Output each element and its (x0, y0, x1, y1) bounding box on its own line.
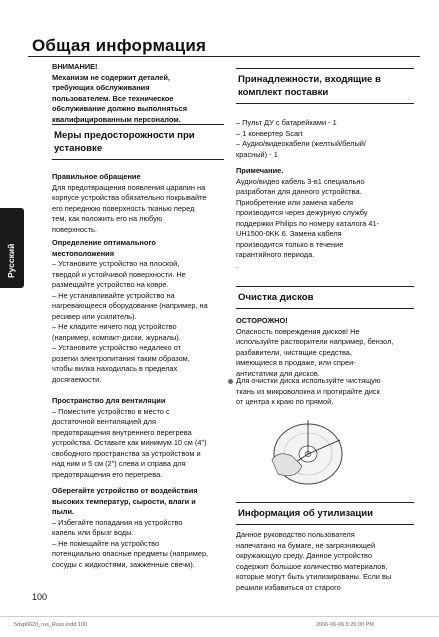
footer-timestamp: 2006-06-06 5:26:00 PM (316, 622, 374, 628)
note-title: Примечание. (236, 166, 284, 175)
accessories-list (236, 118, 414, 160)
handling-line: тем, как положить его на любую (52, 214, 163, 223)
accessory-item: – Пульт ДУ с батарейками - 1 (236, 118, 337, 127)
ventilation-line: над ним и 5 см (2") слева и справа для (52, 459, 186, 468)
ventilation-line: свободного пространства за устройством и (52, 448, 201, 458)
ventilation-line: – Поместите устройство в место с (52, 406, 170, 416)
cleaning-section-heading (236, 286, 414, 309)
warning-line: Механизм не содержит деталей, (52, 72, 170, 82)
location-line: нагревающееся оборудование (например, на (52, 301, 208, 310)
accessory-item: – 1 конвертер Scart (236, 128, 303, 138)
location-line: твердой и устойчивой поверхности. Не (52, 269, 186, 279)
accessories-heading-line: комплект поставки (238, 87, 329, 98)
location-line: (например, компакт-диски, журналы). (52, 332, 181, 342)
warning-title: ВНИМАНИЕ! (52, 62, 98, 71)
location-line: – Установите устройство на плоской, (52, 259, 180, 268)
cleaning-instructions (236, 376, 416, 408)
title-rule (28, 56, 420, 57)
protection-line: – Избегайте попадания на устройство (52, 517, 183, 527)
note-block (236, 166, 416, 271)
handling-line: корпусе устройства обязательно покрывайте (52, 193, 207, 202)
recycling-line: содержит большое количество материалов, (236, 561, 388, 571)
note-line: поддержки Philips по номеру каталога 41- (236, 218, 379, 228)
protection-line: капель или брызг воды. (52, 528, 134, 537)
location-line: – Не кладите ничего под устройство (52, 322, 177, 331)
handling-line: его переднюю поверхность тканью перед (52, 203, 195, 213)
caution-block (236, 316, 416, 379)
note-dot: . (236, 260, 239, 270)
note-line: Аудио/видео кабель 3-в1 специально (236, 176, 365, 186)
caution-line: антистатики для дисков. (236, 368, 320, 378)
note-line: производится только в течение (236, 239, 344, 249)
language-tab (0, 208, 24, 288)
protection-block (52, 486, 230, 570)
warning-line: квалифицированным персоналом. (52, 114, 181, 124)
footer-file-info: 5dvp6620_rus_Russ.indd 100 (14, 622, 88, 628)
protection-title: Оберегайте устройство от воздействия (52, 486, 198, 495)
location-line: – Не устанавливайте устройство на (52, 290, 175, 300)
cleaning-heading-line: Очистка дисков (238, 292, 314, 303)
handling-title: Правильное обращение (52, 172, 141, 181)
ventilation-block (52, 396, 230, 480)
caution-line: имеющиеся в продаже, или спреи- (236, 358, 356, 367)
location-title: местоположения (52, 248, 115, 258)
protection-line: – Не помещайте на устройство (52, 538, 160, 548)
note-line: Приобретение или замена кабеля (236, 197, 354, 207)
recycling-line: решили избавиться от старого (236, 582, 341, 592)
note-line: гарантийного периода. (236, 250, 315, 259)
safety-section-heading (52, 124, 224, 160)
ventilation-line: предотвращения его перегрева. (52, 469, 163, 479)
note-line: UH1500-0KK 6. Замена кабеля (236, 229, 342, 238)
handling-line: Для предотвращения появления царапин на (52, 182, 206, 192)
protection-title: высоких температур, сырости, влаги и (52, 496, 196, 506)
footer-rule (0, 616, 439, 617)
recycling-section-heading (236, 502, 414, 525)
location-line: розетки электропитания таким образом, (52, 353, 190, 363)
warning-line: пользователем. Все техническое (52, 93, 174, 103)
page-number: 100 (32, 592, 48, 602)
caution-title: ОСТОРОЖНО! (236, 316, 288, 325)
recycling-line: Данное руководство пользователя (236, 530, 355, 539)
handling-line: поверхность. (52, 224, 97, 234)
recycling-line: которые могут быть утилизированы. Если вы (236, 572, 392, 581)
note-line: разработан для данного устройства. (236, 187, 362, 196)
location-line: чтобы вилка находилась в пределах (52, 364, 178, 373)
accessories-heading-line: Принадлежности, входящие в (238, 74, 381, 85)
ventilation-title: Пространство для вентиляции (52, 396, 166, 405)
recycling-heading-line: Информация об утилизации (238, 508, 374, 519)
note-line: производится через дежурную службу (236, 208, 368, 217)
recycling-line: напечатано на бумаге, не загрязняющей (236, 540, 376, 550)
protection-line: потенциально опасные предметы (например, (52, 549, 209, 558)
recycling-line: окружающую среду. Данное устройство (236, 551, 372, 560)
page-title: Общая информация (32, 36, 207, 55)
recycling-block (236, 530, 416, 593)
location-line: размещайте устройство на ковре. (52, 280, 169, 289)
warning-line: обслуживание должно выполняться (52, 104, 188, 113)
cleaning-line: от центра к краю по прямой. (236, 397, 334, 406)
caution-line: разбавители, чистящие средства, (236, 347, 352, 357)
location-block (52, 238, 230, 385)
location-line: – Установите устройство недалеко от (52, 343, 181, 352)
caution-line: используйте растворители например, бензол, (236, 337, 394, 346)
safety-heading-line: установке (54, 143, 103, 154)
location-title: Определение оптимального (52, 238, 156, 247)
caution-line: Опасность повреждения дисков! Не (236, 326, 360, 336)
disc-cleaning-illustration (258, 414, 358, 490)
ventilation-line: предотвращения внутреннего перегрева (52, 427, 192, 437)
language-tab-label: Русский (6, 243, 16, 278)
accessory-item: – Аудио/видеокабели (желтый/белый/ (236, 139, 366, 148)
location-line: ресивер или усилитель). (52, 311, 137, 321)
location-line: досягаемости. (52, 374, 102, 384)
ventilation-line: достаточной вентиляцией для (52, 417, 156, 426)
accessories-section-heading (236, 68, 414, 104)
warning-line: требующих обслуживания (52, 83, 150, 92)
accessory-item: красный) - 1 (236, 149, 278, 159)
ventilation-line: устройства. Оставьте как минимум 10 см (4") (52, 438, 207, 447)
bullet-dot-icon (228, 379, 233, 384)
protection-title: пыли. (52, 507, 75, 516)
cleaning-line: Для очистки диска используйте чистящую (236, 376, 381, 385)
safety-heading-line: Меры предосторожности при (54, 130, 195, 141)
warning-block (52, 62, 222, 125)
protection-line: сосуды с жидкостями, зажженные свечи). (52, 559, 195, 569)
cleaning-line: ткань из микроволокна и протирайте диск (236, 386, 380, 396)
handling-block (52, 172, 230, 235)
